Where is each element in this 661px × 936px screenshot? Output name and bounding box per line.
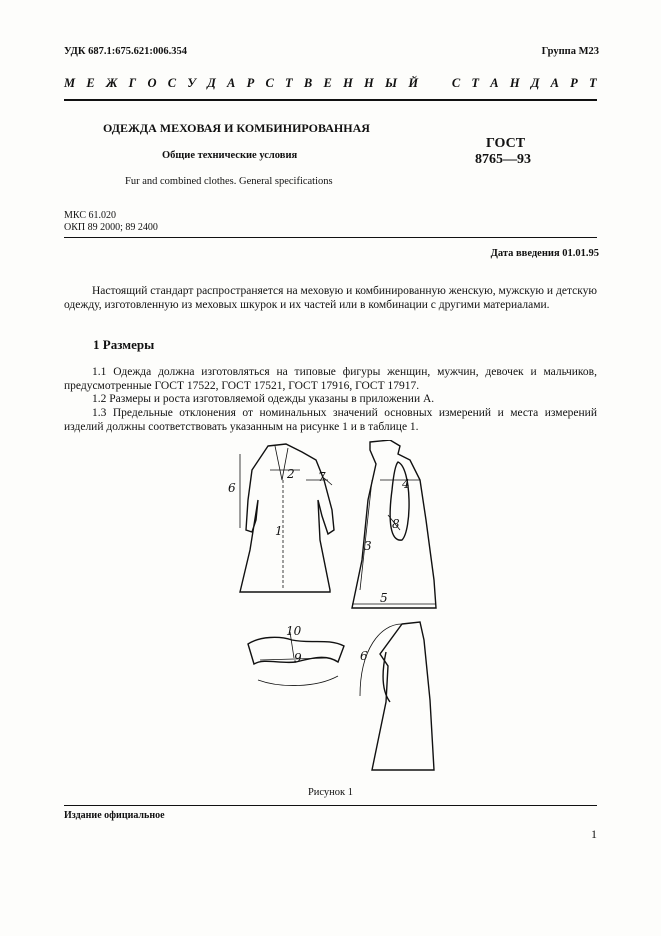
- mks-code: МКС 61.020: [64, 210, 116, 221]
- banner-letter: Р: [246, 76, 255, 90]
- interstate-standard-banner: [64, 76, 597, 91]
- banner-letter: А: [227, 76, 236, 90]
- clause-1-2: 1.2 Размеры и роста изготовляемой одежды указаны в приложении А.: [92, 393, 435, 405]
- banner-letter: Г: [128, 76, 137, 90]
- banner-letter: Т: [285, 76, 293, 90]
- banner-letter: Н: [364, 76, 374, 90]
- date-of-introduction: Дата введения 01.01.95: [490, 248, 599, 259]
- banner-letter: А: [490, 76, 499, 90]
- banner-letter: А: [550, 76, 559, 90]
- document-title: ОДЕЖДА МЕХОВАЯ И КОМБИНИРОВАННАЯ: [103, 121, 370, 135]
- banner-letter: У: [187, 76, 196, 90]
- clause-1-1: 1.1 Одежда должна изготовляться на типовые фигуры женщин, мужчин, девочек и мальчиков, предусмотренные ГОСТ 17522, ГОСТ 17521, ГОСТ 17916, ГОСТ 17917.: [64, 366, 597, 392]
- header-rule: [64, 99, 597, 101]
- udk-code: УДК 687.1:675.621:006.354: [64, 46, 187, 57]
- label-8: 8: [392, 517, 400, 531]
- classification-codes: [64, 210, 158, 234]
- clause-1-3: 1.3 Предельные отклонения от номинальных значений основных измерений и места измерений изделий должны соответствовать указанным на рисунке 1 и в таблице 1.: [64, 407, 597, 433]
- banner-letter: Ж: [105, 76, 118, 90]
- label-7: 7: [318, 470, 326, 484]
- gost-label: ГОСТ: [486, 136, 526, 151]
- gost-number: 8765—93: [475, 152, 531, 167]
- label-1: 1: [275, 524, 283, 538]
- english-title: Fur and combined clothes. General specifications: [125, 176, 333, 187]
- banner-letter: М: [64, 76, 76, 90]
- banner-letter: С: [451, 76, 461, 90]
- group-code: Группа М23: [541, 46, 599, 57]
- label-10: 10: [286, 624, 302, 638]
- label-6-sleeve: 6: [360, 649, 368, 663]
- label-6: 6: [228, 481, 236, 495]
- footer-rule: [64, 805, 597, 806]
- page-number: 1: [591, 827, 597, 841]
- figure-caption: Рисунок 1: [307, 787, 354, 798]
- sleeve-drawing: [360, 622, 434, 770]
- banner-letter: Д: [207, 76, 216, 90]
- banner-letter: В: [303, 76, 313, 90]
- banner-letter: Т: [471, 76, 480, 90]
- banner-letter: Е: [86, 76, 95, 90]
- banner-letter: Т: [589, 76, 597, 90]
- official-edition-label: Издание официальное: [64, 810, 165, 821]
- banner-letter: Й: [408, 76, 419, 90]
- okp-code: ОКП 89 2000; 89 2400: [64, 222, 158, 233]
- banner-letter: С: [167, 76, 177, 90]
- banner-letter: Д: [530, 76, 540, 90]
- intro-paragraph: Настоящий стандарт распространяется на меховую и комбинированную женскую, мужскую и детскую одежду, изготовленную из меховых шкурок и их частей или в комбинации с другими материалами.: [64, 285, 597, 311]
- garment-measurement-figure: [220, 440, 450, 782]
- label-4: 4: [402, 477, 410, 491]
- banner-letter: Н: [509, 76, 520, 90]
- banner-letter: Е: [323, 76, 332, 90]
- label-2: 2: [287, 467, 295, 481]
- label-3: 3: [364, 539, 372, 553]
- label-5: 5: [380, 591, 388, 605]
- section-heading: 1 Размеры: [93, 337, 155, 352]
- document-subtitle: Общие технические условия: [162, 150, 298, 161]
- banner-letter: Р: [570, 76, 578, 90]
- banner-letter: Н: [343, 76, 353, 90]
- codes-rule: [64, 237, 597, 238]
- banner-letter: О: [147, 76, 157, 90]
- label-9: 9: [294, 651, 302, 665]
- banner-letter: С: [265, 76, 274, 90]
- banner-letter: Ы: [385, 76, 398, 90]
